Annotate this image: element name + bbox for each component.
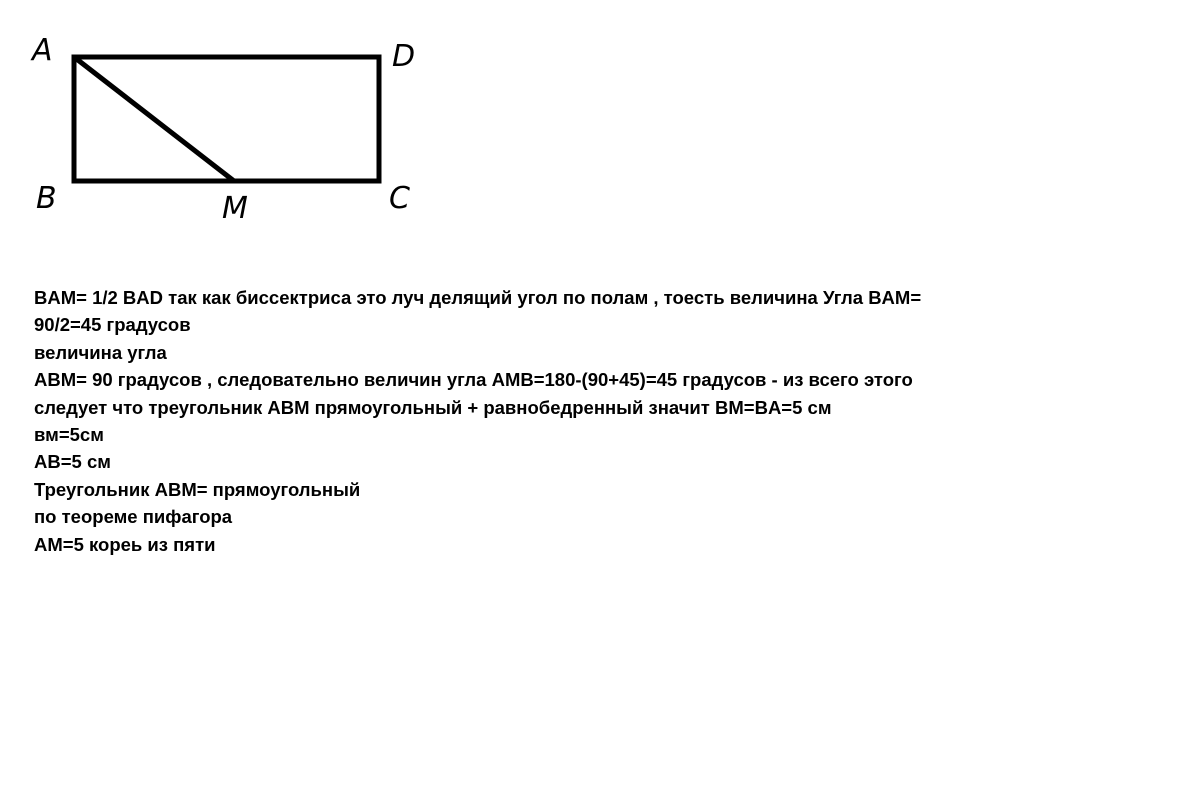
solution-line: AB=5 см: [34, 451, 111, 473]
solution-line: по теореме пифагора: [34, 506, 233, 528]
solution-line: BAM= 1/2 BAD так как биссектриса это луч делящий угол по полам , тоесть величина Угла BAM=: [34, 287, 922, 308]
rectangle-abcd: [74, 57, 379, 181]
vertex-label-a: A: [32, 33, 53, 68]
solution-line: вм=5см: [34, 424, 104, 446]
vertex-label-c: C: [389, 181, 410, 216]
bisector-am: [74, 57, 234, 181]
vertex-label-b: B: [36, 181, 57, 216]
solution-line: Треугольник ABM= прямоугольный: [34, 478, 361, 500]
rectangle-diagram: [0, 0, 440, 240]
solution-line: величина угла: [34, 341, 167, 363]
solution-line: AM=5 кореь из пяти: [34, 533, 216, 555]
solution-line: 90/2=45 градусов: [34, 314, 191, 336]
solution-line: ABM= 90 градусов , следовательно величин угла AMB=180-(90+45)=45 градусов - из всего этого: [34, 369, 913, 391]
vertex-label-d: D: [392, 39, 416, 74]
vertex-label-m: M: [222, 191, 248, 226]
solution-text: [34, 284, 1034, 558]
solution-line: следует что треугольник ABM прямоугольный + равнобедренный значит BM=BA=5 см: [34, 396, 832, 418]
